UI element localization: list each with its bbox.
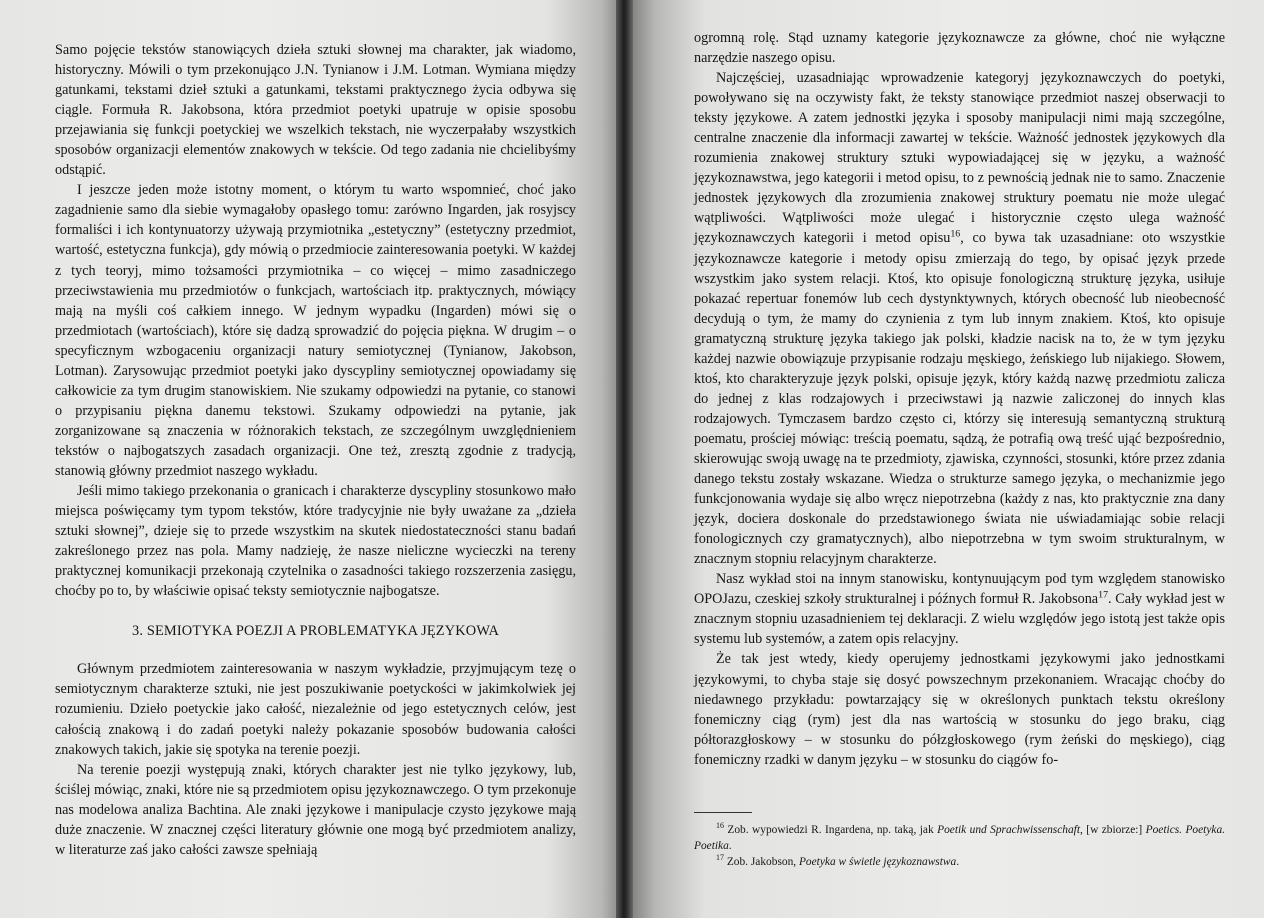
footnote-number: 17	[716, 853, 724, 863]
paragraph-text: Nasz wykład stoi na innym stanowisku, kontynuującym pod tym względem stanowisko OPOJazu, czeskiej szkoły strukturalnej i późnych formuł R. Jakobsona	[694, 571, 1225, 608]
paragraph: Jeśli mimo takiego przekonania o granicach i charakterze dyscypliny stosunkowo mało miejsca poświęcamy tym typom tekstów, które tradycyjnie nie były uważane za „dzieła sztuki słownej”, dzieje się to przede wszystkim na skutek niedostateczności stanu badań zakreślonego przez nas pola. Mamy nadzieję, że nasze nieliczne wycieczki na tereny praktycznej komunikacji przekonają czytelnika o zasadności takiego rozszerzenia zasięgu, choćby po to, by właściwie opisać teksty semiotycznie najbogatsze.	[55, 483, 576, 600]
paragraph-text: , co bywa tak uzasadniane: oto wszystkie językoznawcze kategorie i metody opisu zmierzają do tego, by opisać język przede wszystkim jako system relacji. Ktoś, kto opisuje fonologiczną strukturę języka, usiłuje pokazać repertuar fonemów lub cech dystynktywnych, których obecność lub nieobecność decydują o tym, że mamy do czynienia z tym lub innym znakiem. Ktoś, kto opisuje gramatyczną strukturę języka takiego jak polski, kładzie nacisk na to, że w tym języku każdej nazwie obowiązuje przypisanie rodzaju męskiego, żeńskiego lub nijakiego. Słowem, ktoś, kto charakteryzuje język polski, opisuje język, który każdą nazwę przedmiotu zalicza do jednej z klas rodzajowych i przeciwstawi ją nazwie zaliczonej do innych klas rodzajowych. Tymczasem bardzo często ci, którzy się interesują semantyczną strukturą poematu, prościej mówiąc: treścią poematu, sądzą, że potrafią ową treść ująć bezpośrednio, skierowując swoją uwagę na te przedmioty, zjawiska, czynności, stosunki, które przez zdania danego tekstu zostały wskazane. Wiedza o strukturze samego języka, o mechanizmie jego funkcjonowania wydaje się albo wręcz niepotrzebna (każdy z nas, kto praktycznie zna dany język, dociera doskonale do przedstawionego świata nie uświadamiając sobie relacji fonologicznych czy gramatycznych), albo niepotrzebna w tym swoim strukturalnym, w znacznym stopniu relacyjnym charakterze.	[694, 230, 1225, 568]
left-page-text	[55, 40, 576, 860]
footnote-divider	[694, 812, 752, 813]
footnotes	[694, 822, 1225, 870]
footnote-title: Poetics. Poetyka. Poetika	[694, 824, 1225, 852]
footnote-ref[interactable]: 17	[1098, 589, 1109, 601]
paragraph: Samo pojęcie tekstów stanowiących dzieła sztuki słownej ma charakter, jak wiadomo, historyczny. Mówili o tym przekonująco J.N. Tynianow i J.M. Lotman. Wymiana między gatunkami, tekstami dzieł sztuki a gatunkami, tekstami praktycznego życia odbywa się ciągle. Formuła R. Jakobsona, która przedmiot poetyki upatruje w opisie sposobu przejawiania się funkcji poetyckiej we wszelkich tekstach, nie wyczerpałaby wszystkich sposobów organizacji elementów znakowych w tekście. Od tego zadania nie chcielibyśmy odstąpić.	[55, 42, 576, 179]
paragraph-text: Najczęściej, uzasadniając wprowadzenie kategoryj językoznawczych do poetyki, powoływano się na oczywisty fakt, że teksty stanowiące przedmiot naszej obserwacji to teksty językowe. A zatem jednostki języka i sposoby manipulacji nimi mają szczególne, centralne znaczenie dla informacji zawartej w tekście. Ważność jednostek językowych dla rozumienia znakowej struktury sztuki wypowiadającej się w języku, a ważność językoznawstwa, jego kategorii i metod opisu, to z pewnością jednak nie to samo. Znaczenie jednostek językowych dla zrozumienia znakowej struktury poematu nie może ulegać wątpliwości. Wątpliwości może ulegać i historycznie często ulega ważność językoznawczych kategorii i metod opisu	[694, 70, 1225, 247]
paragraph: Na terenie poezji występują znaki, których charakter jest nie tylko językowy, lub, ściślej mówiąc, znaki, które nie są przedmiotem opisu językoznawczego. O tym przekonuje nas modelowa analiza Bachtina. Ale znaki językowe i manipulacje czysto językowe mają duże znaczenie. W znacznej części literatury głównie one mogą być przedmiotem analizy, w literaturze zaś jako całości zawsze spełniają	[55, 761, 576, 858]
book-gutter	[616, 0, 633, 918]
footnote-text: Zob. wypowiedzi R. Ingardena, np. taką, jak	[727, 824, 938, 836]
paragraph-text: . Cały wykład jest w znacznym stopniu uzasadnieniem tej deklaracji. Z wielu względów jego istotą jest także opis systemu lub systemów, a zatem opis relacyjny.	[694, 591, 1225, 648]
footnote	[694, 822, 1225, 854]
footnote-text: , [w zbiorze:]	[1080, 824, 1146, 836]
paragraph: Że tak jest wtedy, kiedy operujemy jednostkami językowymi jako jednostkami językowymi, to chyba staje się dosyć powszechnym przekonaniem. Wracając choćby do niedawnego przykładu: powtarzający się w określonych punktach tekstu określony fonemiczny ciąg (rym) jest dla nas wartością w stosunku do jego braku, ciąg półtorazgłoskowy – w stosunku do półzgłoskowego (rym żeński do męskiego), ciąg fonemiczny rzadki w danym języku – w stosunku do ciągów fo-	[694, 651, 1225, 768]
footnote-text: .	[728, 840, 732, 852]
footnote	[694, 854, 1225, 870]
section-heading: 3. SEMIOTYKA POEZJI A PROBLEMATYKA JĘZYKOWA	[131, 623, 500, 640]
footnote-text: .	[956, 856, 960, 868]
right-page-text	[694, 28, 1225, 770]
paragraph: Głównym przedmiotem zainteresowania w naszym wykładzie, przyjmującym tezę o semiotycznym charakterze sztuki, nie jest poszukiwanie poetyckości w jakimkolwiek jej rozumieniu. Dzieło poetyckie jako całość, niezależnie od jego estetycznych celów, jest całością znakową i do zadań poetyki należy pokazanie sposobów budowania całości znakowych takich, jakie się spotyka na terenie poezji.	[55, 661, 576, 758]
footnote-title: Poetyka w świetle językoznawstwa	[798, 856, 957, 868]
paragraph: I jeszcze jeden może istotny moment, o którym tu warto wspomnieć, choć jako zagadnienie samo dla siebie wymagałoby opasłego tomu: zarówno Ingarden, jak rosyjscy formaliści i ich kontynuatorzy używają przymiotnika „estetyczny” (estetyczny przedmiot, wartość, estetyczna funkcja), gdy mówią o przedmiocie zainteresowania poetyki. W każdej z tych teoryj, mimo tożsamości przymiotnika – co więcej – mimo zasadniczego przeciwstawienia mu przedmiotów o funkcjach, wartościach itp. praktycznych, mówiący mają na myśli coś całkiem innego. W jednym wypadku (Ingarden) mówi się o przedmiotach (wartościach), które się dadzą sprowadzić do pojęcia piękna. W drugim – o specyficznym wzbogaceniu organizacji natury semiotycznej (Tynianow, Jakobson, Lotman). Zarysowując przedmiot poetyki jako dyscypliny semiotycznej opowiadamy się całkowicie za tym drugim stanowiskiem. Nie szukamy odpowiedzi na pytanie, co stanowi o przypisaniu piękna danemu tekstowi. Szukamy odpowiedzi na pytanie, jak zorganizowane są znaczenia w różnorakich tekstach, ze szczególnym uwzględnieniem tekstów o najbogatszych zasadach organizacji. One też, zresztą zgodnie z tradycją, stanowią główny przedmiot naszego wykładu.	[55, 182, 576, 479]
footnote-number: 16	[716, 821, 724, 831]
paragraph	[694, 569, 1225, 649]
footnote-title: Poetik und Sprachwissenschaft	[937, 824, 1081, 836]
paragraph	[694, 68, 1225, 569]
paragraph: ogromną rolę. Stąd uznamy kategorie językoznawcze za główne, choć nie wyłączne narzędzie naszego opisu.	[694, 30, 1225, 67]
footnote-ref[interactable]: 16	[950, 228, 961, 240]
footnote-text: Zob. Jakobson,	[726, 856, 799, 868]
